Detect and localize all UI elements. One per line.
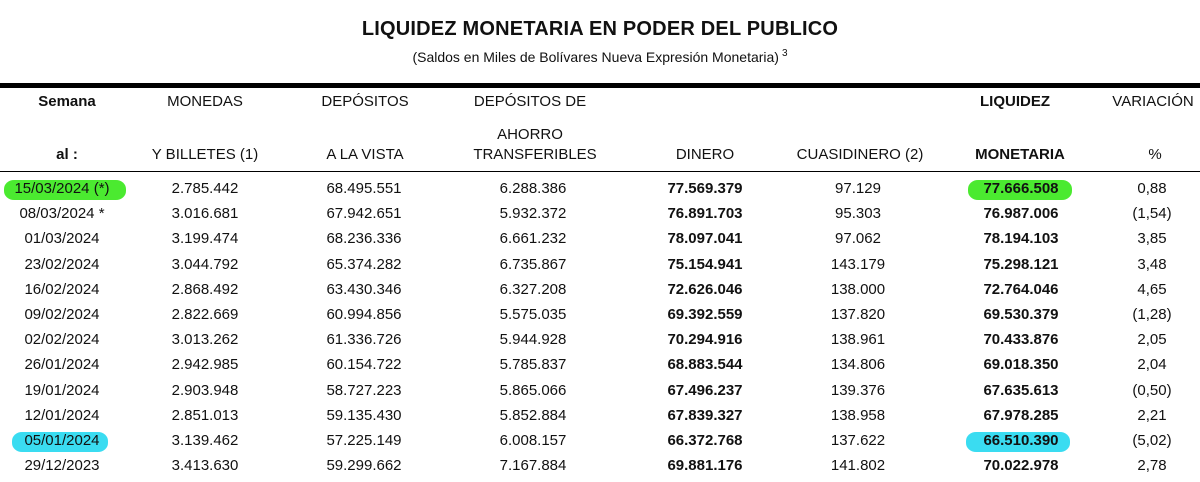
header-ahorro: DEPÓSITOS DE <box>473 93 587 110</box>
cell-ahorro: 6.327.208 <box>499 280 567 298</box>
cell-liquidez: 67.978.285 <box>983 406 1059 424</box>
cell-liquidez: 66.510.390 <box>983 432 1059 449</box>
cell-semana: 05/01/2024 <box>24 432 100 449</box>
cell-ahorro: 5.785.837 <box>499 356 567 374</box>
cell-cuasidinero: 143.179 <box>830 255 886 273</box>
cell-ahorro: 5.865.066 <box>499 381 567 399</box>
cell-ahorro: 6.288.386 <box>499 180 567 197</box>
cell-monedas: 2.868.492 <box>171 280 239 298</box>
table-row <box>0 382 1200 407</box>
cell-liquidez: 76.987.006 <box>983 205 1059 223</box>
cell-monedas: 3.413.630 <box>171 457 239 475</box>
cell-ahorro: 6.008.157 <box>499 432 567 449</box>
cell-depositos-vista: 59.135.430 <box>326 406 402 424</box>
header-semana: Semana <box>38 93 96 110</box>
cell-liquidez: 69.018.350 <box>983 356 1059 374</box>
cell-liquidez: 67.635.613 <box>983 381 1059 399</box>
table-row <box>0 230 1200 255</box>
cell-variacion: (0,50) <box>1132 381 1172 399</box>
cell-cuasidinero: 141.802 <box>830 457 886 475</box>
table-row <box>0 205 1200 230</box>
cell-variacion: 2,04 <box>1137 356 1167 374</box>
header-cuasidinero: CUASIDINERO (2) <box>796 146 924 163</box>
cell-cuasidinero: 138.961 <box>830 331 886 349</box>
table-row <box>0 407 1200 432</box>
cell-semana: 26/01/2024 <box>24 356 100 374</box>
cell-ahorro: 5.852.884 <box>499 406 567 424</box>
header-depositos-2: A LA VISTA <box>326 146 404 163</box>
cell-monedas: 3.139.462 <box>171 432 239 449</box>
cell-variacion: (5,02) <box>1132 432 1172 449</box>
cell-variacion: 4,65 <box>1137 280 1167 298</box>
cell-dinero: 72.626.046 <box>667 280 743 298</box>
table-row <box>0 256 1200 281</box>
table-row <box>0 457 1200 482</box>
cell-liquidez: 70.022.978 <box>983 457 1059 475</box>
header-ahorro-3: TRANSFERIBLES <box>473 146 597 163</box>
table-row <box>0 180 1200 205</box>
cell-semana: 16/02/2024 <box>24 280 100 298</box>
cell-monedas: 3.016.681 <box>171 205 239 223</box>
cell-variacion: 2,78 <box>1137 457 1167 475</box>
cell-depositos-vista: 61.336.726 <box>326 331 402 349</box>
cell-semana: 02/02/2024 <box>24 331 100 349</box>
cell-depositos-vista: 68.495.551 <box>326 180 402 197</box>
cell-variacion: 2,21 <box>1137 406 1167 424</box>
cell-dinero: 76.891.703 <box>667 205 743 223</box>
cell-semana: 01/03/2024 <box>24 230 100 248</box>
cell-cuasidinero: 137.622 <box>830 432 886 449</box>
header-monedas: MONEDAS <box>167 93 243 110</box>
cell-ahorro: 5.944.928 <box>499 331 567 349</box>
cell-cuasidinero: 138.958 <box>830 406 886 424</box>
cell-cuasidinero: 95.303 <box>835 205 881 223</box>
cell-cuasidinero: 134.806 <box>830 356 886 374</box>
table-row <box>0 356 1200 381</box>
cell-ahorro: 6.661.232 <box>499 230 567 248</box>
cell-depositos-vista: 57.225.149 <box>326 432 402 449</box>
cell-monedas: 2.903.948 <box>171 381 239 399</box>
cell-semana: 08/03/2024 * <box>19 205 105 223</box>
cell-monedas: 3.044.792 <box>171 255 239 273</box>
cell-semana: 15/03/2024 (*) <box>14 180 110 197</box>
cell-liquidez: 70.433.876 <box>983 331 1059 349</box>
cell-variacion: 0,88 <box>1137 180 1167 197</box>
cell-depositos-vista: 60.994.856 <box>326 306 402 323</box>
cell-ahorro: 5.575.035 <box>499 306 567 323</box>
cell-depositos-vista: 65.374.282 <box>326 255 402 273</box>
cell-semana: 19/01/2024 <box>24 381 100 399</box>
cell-semana: 29/12/2023 <box>24 457 100 475</box>
cell-dinero: 68.883.544 <box>667 356 743 374</box>
cell-semana: 23/02/2024 <box>24 255 100 273</box>
cell-cuasidinero: 137.820 <box>830 306 886 323</box>
cell-liquidez: 72.764.046 <box>983 280 1059 298</box>
cell-depositos-vista: 60.154.722 <box>326 356 402 374</box>
cell-dinero: 67.496.237 <box>667 381 743 399</box>
cell-monedas: 3.013.262 <box>171 331 239 349</box>
header-rule <box>0 83 1200 88</box>
table-row <box>0 281 1200 306</box>
subtitle-text: (Saldos en Miles de Bolívares Nueva Expresión Monetaria) <box>412 49 779 65</box>
cell-semana: 09/02/2024 <box>24 306 100 323</box>
header-semana-2: al : <box>56 146 78 163</box>
subtitle-footnote: 3 <box>781 48 788 59</box>
cell-variacion: (1,28) <box>1132 306 1172 323</box>
cell-dinero: 67.839.327 <box>667 406 743 424</box>
cell-liquidez: 78.194.103 <box>983 230 1059 248</box>
cell-monedas: 2.785.442 <box>171 180 239 197</box>
table-row <box>0 432 1200 457</box>
header-monedas-2: Y BILLETES (1) <box>151 146 259 163</box>
cell-liquidez: 75.298.121 <box>983 255 1059 273</box>
cell-dinero: 66.372.768 <box>667 432 743 449</box>
cell-liquidez: 77.666.508 <box>983 180 1059 197</box>
cell-variacion: 3,48 <box>1137 255 1167 273</box>
header-divider <box>0 171 1200 172</box>
cell-ahorro: 7.167.884 <box>499 457 567 475</box>
cell-liquidez: 69.530.379 <box>983 306 1059 323</box>
header-ahorro-2: AHORRO <box>497 126 563 143</box>
cell-monedas: 2.942.985 <box>171 356 239 374</box>
cell-monedas: 3.199.474 <box>171 230 239 248</box>
cell-dinero: 75.154.941 <box>667 255 743 273</box>
cell-semana: 12/01/2024 <box>24 406 100 424</box>
cell-cuasidinero: 97.062 <box>835 230 881 248</box>
page-subtitle <box>0 48 1200 65</box>
table-row <box>0 306 1200 331</box>
cell-dinero: 78.097.041 <box>667 230 743 248</box>
page-title: LIQUIDEZ MONETARIA EN PODER DEL PUBLICO <box>361 18 839 40</box>
cell-monedas: 2.822.669 <box>171 306 239 323</box>
cell-depositos-vista: 68.236.336 <box>326 230 402 248</box>
cell-depositos-vista: 63.430.346 <box>326 280 402 298</box>
header-dinero: DINERO <box>675 146 735 163</box>
cell-cuasidinero: 138.000 <box>830 280 886 298</box>
cell-cuasidinero: 139.376 <box>830 381 886 399</box>
cell-cuasidinero: 97.129 <box>835 180 881 197</box>
cell-depositos-vista: 58.727.223 <box>326 381 402 399</box>
cell-variacion: 3,85 <box>1137 230 1167 248</box>
cell-monedas: 2.851.013 <box>171 406 239 424</box>
header-depositos: DEPÓSITOS <box>321 93 409 110</box>
header-variacion: VARIACIÓN <box>1112 93 1194 110</box>
cell-dinero: 69.392.559 <box>667 306 743 323</box>
cell-depositos-vista: 59.299.662 <box>326 457 402 475</box>
cell-variacion: 2,05 <box>1137 331 1167 349</box>
table-row <box>0 331 1200 356</box>
cell-dinero: 69.881.176 <box>667 457 743 475</box>
header-liquidez: LIQUIDEZ <box>980 93 1050 110</box>
cell-variacion: (1,54) <box>1132 205 1172 223</box>
cell-dinero: 77.569.379 <box>667 180 743 197</box>
cell-ahorro: 6.735.867 <box>499 255 567 273</box>
cell-depositos-vista: 67.942.651 <box>326 205 402 223</box>
cell-dinero: 70.294.916 <box>667 331 743 349</box>
header-liquidez-2: MONETARIA <box>975 146 1065 163</box>
header-variacion-2: % <box>1148 146 1162 163</box>
cell-ahorro: 5.932.372 <box>499 205 567 223</box>
